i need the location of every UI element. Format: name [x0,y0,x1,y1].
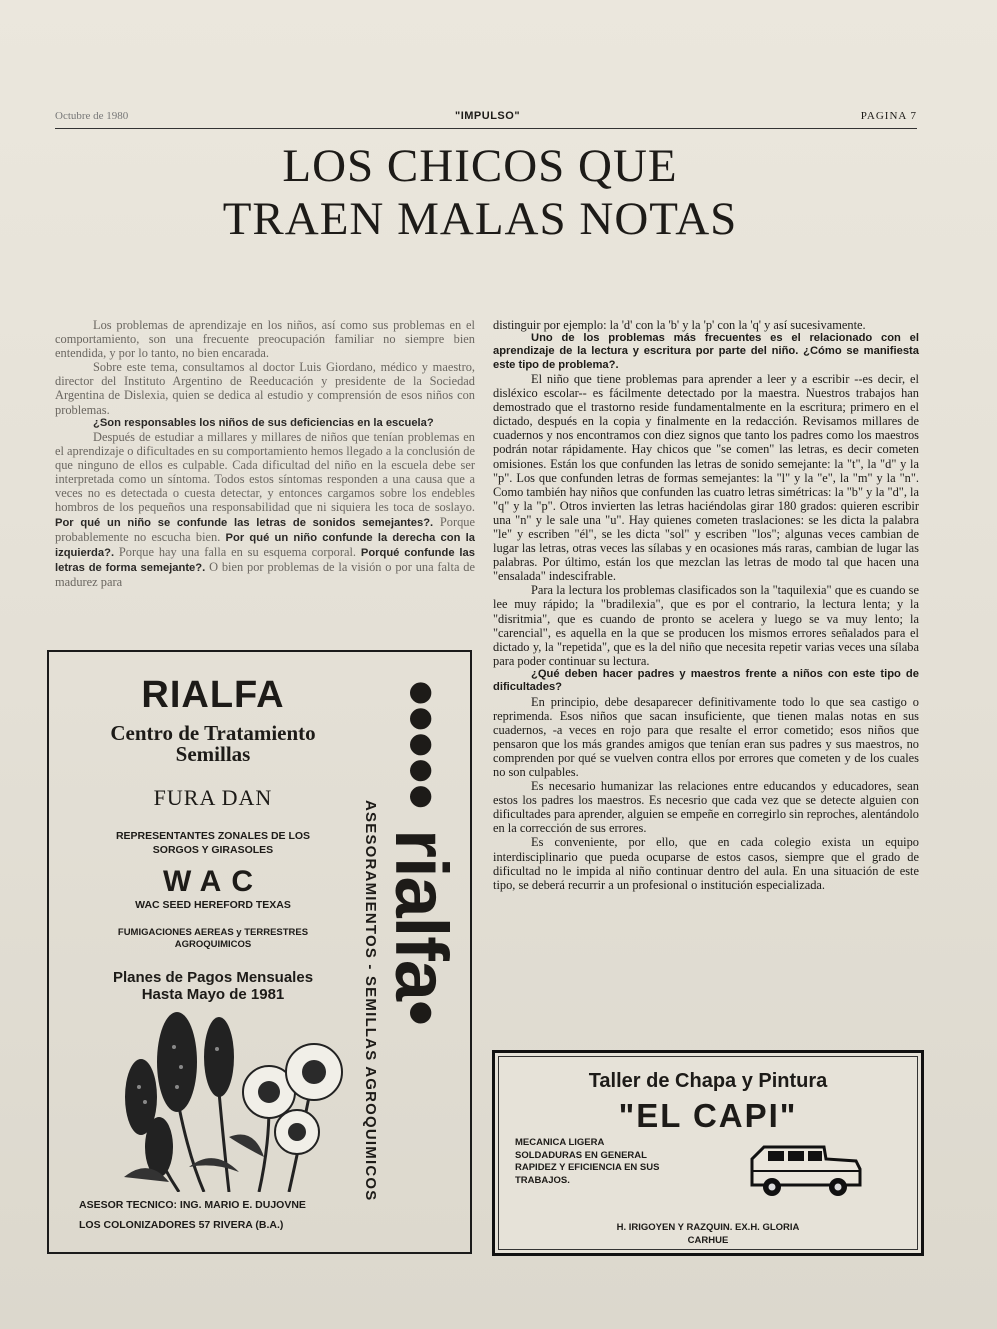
headline-line-1: LOS CHICOS QUE [282,140,678,192]
page-header [55,110,917,129]
subtitle-line: Semillas [175,742,251,766]
el-capi-title: Taller de Chapa y Pintura [588,1070,828,1092]
paragraph: Es necesario humanizar las relaciones entre educandos y educadores, sean estos los padres los maestros. Es necesrio que cada vez que se detecte alguien con dificultades para aprender, alguien se empeñe en corregirlo sin reproches, alentándolo en la corrección de sus errores. [493,779,919,836]
rialfa-vertical-logo: ••••• rialfa• [380,680,463,1025]
el-capi-address [499,1222,917,1247]
header-date: Octubre de 1980 [55,110,129,122]
text-run: O bien por problemas de la visión o por una falta de madurez para [55,559,475,589]
planes-line: Planes de Pagos Mensuales [112,969,314,986]
rialfa-name: RIALFA [141,674,285,716]
rialfa-contact [79,1195,306,1235]
paragraph: Es conveniente, por ello, que en cada colegio exista un equipo interdisciplinario que pueda ocuparse de estos casos, siempre que el grado de dificultad no le impida al niño continuar dentro del aula. En una situación de este tipo, se deberá recurrir a un profesional o institución especializada. [493,835,919,892]
bold-question: Porqué confunde las letras de forma semejante?. [55,546,475,574]
paragraph: Los problemas de aprendizaje en los niños, así como sus problemas en el comportamiento, son una frecuente preocupación familiar no siempre bien entendida, y por lo tanto, no bien encarada. [55,318,475,361]
rialfa-subtitle [57,723,369,765]
el-capi-services [515,1137,659,1187]
headline-line-2: TRAEN MALAS NOTAS [222,193,738,245]
paragraph: Para la lectura los problemas clasificados son la "taquilexia" que es cuando se lee muy rápido; la "bradilexia", que es por el contrario, la lectura lenta; y la "disritmia", que es cuando de pronto se acelera y luego se va muy lento; la "carencial", es aquella en la que se producen los mismos errores señalados para el dictado y, la "repetida", que es la del niño que necesita repetir varias veces una sílaba para poder continuar su lectura. [493,583,919,668]
service-line: TRABAJOS. [515,1174,570,1186]
representatives [57,829,369,857]
rialfa-advertisement [47,650,472,1254]
article-column-2 [493,318,919,892]
paragraph: En principio, debe desaparecer definitivamente todo lo que sea castigo o reprimenda. Esos niños que sacan insuficiente, que tienen malas notas en sus cuadernos, -a veces en rojo para que resalte el error cometido; esos niños que pensaron que los más grandes amigos que tenían eran sus padres y sus maestros, no comprenden por qué se vuelven contra ellos por errores que cometen y de los cuales no son culpables. [493,694,919,780]
rialfa-vertical-services: ASESORAMIENTOS - SEMILLAS AGROQUIMICOS [362,800,379,1202]
service-line: MECANICA LIGERA [515,1137,605,1148]
question-heading: ¿Son responsables los niños de sus deficiencias en la escuela? [93,416,434,429]
article-column-1 [55,318,475,589]
wac-seed-line: WAC SEED HEREFORD TEXAS [135,899,291,911]
repr-line: SORGOS Y GIRASOLES [152,844,274,856]
address-city: CARHUE [687,1234,729,1246]
address-line: H. IRIGOYEN Y RAZQUIN. EX.H. GLORIA [616,1222,800,1233]
el-capi-ad-frame [498,1056,918,1250]
sorghum-sunflower-illustration [119,997,349,1192]
paragraph: Sobre este tema, consultamos al doctor Luis Giordano, médico y maestro, director del Instituto Argentino de Reeducación y presidente de la Sociedad Argentina de Dislexia, quien se dedica al estudio y comprensión de esos niños con problemas. [55,360,475,417]
paragraph [55,430,475,589]
el-capi-advertisement [492,1050,924,1256]
el-capi-name: "EL CAPI" [618,1097,798,1134]
fumigation-services [57,927,369,951]
subtitle-line: Centro de Tratamiento [110,721,316,745]
paragraph: distinguir por ejemplo: la 'd' con la 'b' y la 'p' con la 'q' y así sucesivamente. [493,318,866,332]
pickup-truck-icon [744,1139,864,1204]
fumi-line: FUMIGACIONES AEREAS y TERRESTRES [117,927,309,938]
bold-question: Por qué un niño se confunde las letras de sonidos semejantes?. [55,516,434,529]
planes-line: Hasta Mayo de 1981 [141,986,285,1003]
repr-line: REPRESENTANTES ZONALES DE LOS [115,830,311,842]
header-page-number: PAGINA 7 [860,110,917,122]
text-run: Porque probablemente no escucha bien. [55,514,475,544]
question-heading: Uno de los problemas más frecuentes es el relacionado con el aprendizaje de la lectura y escritura por parte del niño. ¿Cómo se manifiesta este tipo de problema?. [493,332,919,371]
rialfa-address: LOS COLONIZADORES 57 RIVERA (B.A.) [79,1219,284,1231]
technical-advisor: ASESOR TECNICO: ING. MARIO E. DUJOVNE [79,1199,306,1211]
text-run: Después de estudiar a millares y millares de niños que tenían problemas en el aprendizaje o dificultades en su comportamiento hemos llegado a la conclusión de que ninguno de ellos es culpable. Cada dificultad del niño en la escuela debe ser interpretada como un síntoma. Todos estos síntomas responden a una causa que a veces no es detectada o cuesta detectar, y entonces cargamos sobre los endebles hombros de los pequeños una responsabilidad que ni siquiera les toca de soslayo. [55,429,475,515]
header-publication: "IMPULSO" [455,110,521,122]
bold-question: Por qué un niño confunde la derecha con la izquierda?. [55,531,475,559]
rialfa-ad-main [57,652,369,1003]
text-run: Porque hay una falla en su esquema corporal. [118,544,357,559]
product-name: FURA DAN [153,785,273,810]
article-headline [110,140,850,246]
service-line: SOLDADURAS EN GENERAL [515,1149,647,1161]
paragraph: El niño que tiene problemas para aprender a leer y a escribir --es decir, el disléxico escolar-- es fácilmente detectado por la maestra. Nuestros trabajos han demostrado que el trastorno reside fundamentalmente en la escritura; primero en el dictado, después en la copia y finalmente en la redacción. Revisamos millares de cuadernos y nos encontramos con diez signos que tanto los padres como los maestros podrán notar rápidamente. Hay chicos que "se comen" las letras, es decir cometen omisiones. Están los que confunden las letras de sonido semejante: la "t", la "d" y la "p". Los que confunden letras de formas semejantes: la "l" y la "e", la "m" y la "n". Como también hay niños que confunden las cuatro letras simétricas: la "b" y la "d", la "q" y la "p". Otros invierten las letras haciéndolas girar 180 grados: quieren escribir una "n" y le sale una "u". Hay quienes cometen traslaciones: se les dicta la palabra "le" y escriben "él", se les dicta "sol" y escriben "los"; algunas veces cambian de lugar las letras, otras veces las sílabas y en ocasiones más raras, cambian de lugar las palabras. Por último, están los que mezclan las letras de modo tal que hacen una "ensalada" indescifrable. [493,371,919,584]
service-line: RAPIDEZ Y EFICIENCIA EN SUS [515,1162,660,1173]
question-heading: ¿Qué deben hacer padres y maestros frente a niños con este tipo de dificultades? [493,667,919,694]
rialfa-logo-text: rialfa [380,829,463,1001]
fumi-line: AGROQUIMICOS [174,939,252,950]
wac-brand: WAC [163,865,263,898]
